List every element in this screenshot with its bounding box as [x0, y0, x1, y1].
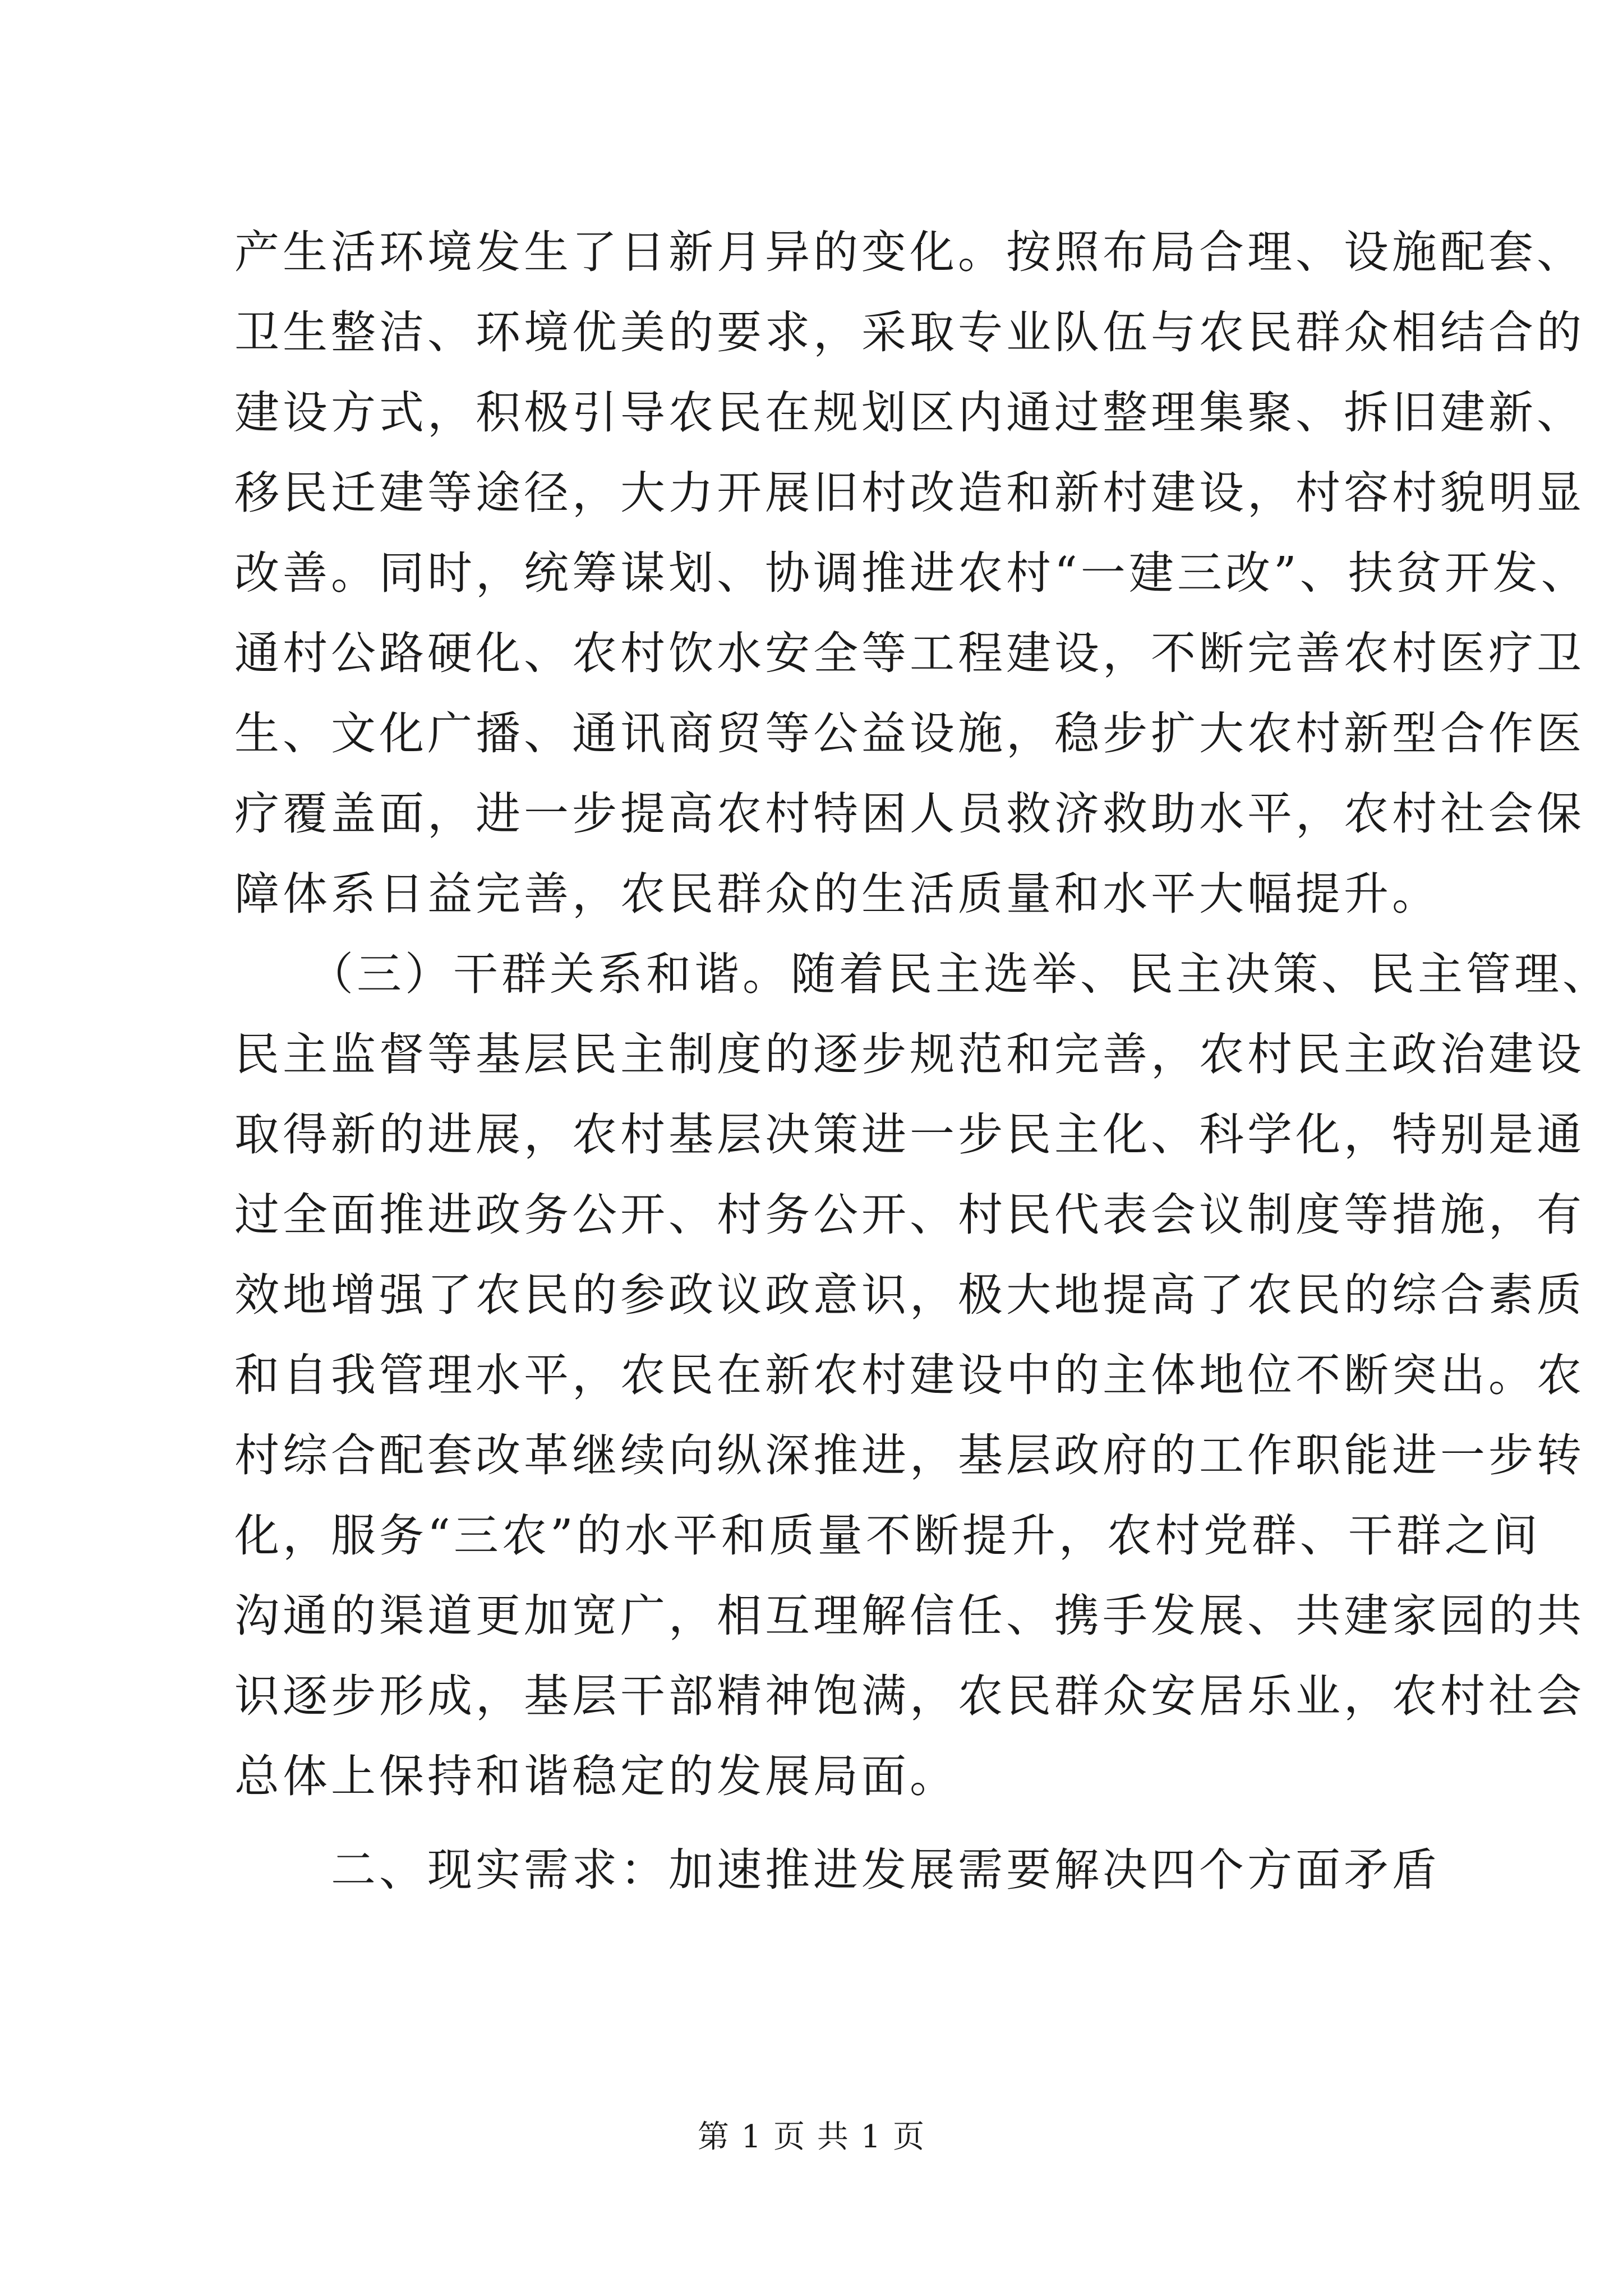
text-line: 识逐步形成，基层干部精神饱满，农民群众安居乐业，农村社会 — [234, 1670, 1585, 1722]
text-line: 产生活环境发生了日新月异的变化。按照布局合理、设施配套、 — [234, 226, 1585, 278]
text-line: 移民迁建等途径，大力开展旧村改造和新村建设，村容村貌明显 — [234, 467, 1585, 519]
body-text — [234, 212, 1611, 1910]
text-line: 建设方式，积极引导农民在规划区内通过整理集聚、拆旧建新、 — [234, 386, 1585, 439]
paragraph-living-environment — [234, 212, 1589, 934]
text-line: 过全面推进政务公开、村务公开、村民代表会议制度等措施，有 — [234, 1189, 1585, 1241]
paragraph-spacing — [234, 1816, 1418, 1830]
text-line: 沟通的渠道更加宽广，相互理解信任、携手发展、共建家园的共 — [234, 1590, 1585, 1642]
section-heading — [234, 1830, 1440, 1910]
text-line: 和自我管理水平，农民在新农村建设中的主体地位不断突出。农 — [234, 1349, 1585, 1401]
text-line: 取得新的进展，农村基层决策进一步民主化、科学化，特别是通 — [234, 1108, 1585, 1161]
text-line: 障体系日益完善，农民群众的生活质量和水平大幅提升。 — [234, 868, 1440, 920]
text-line: 总体上保持和谐稳定的发展局面。 — [234, 1750, 958, 1802]
page-footer — [0, 2112, 1623, 2157]
text-line: 疗覆盖面，进一步提高农村特困人员救济救助水平，农村社会保 — [234, 788, 1585, 840]
text-line: （三）干群关系和谐。随着民主选举、民主决策、民主管理、 — [234, 948, 1611, 1000]
text-line: 生、文化广播、通讯商贸等公益设施，稳步扩大农村新型合作医 — [234, 707, 1585, 760]
section-heading-text: 二、现实需求：加速推进发展需要解决四个方面矛盾 — [234, 1844, 1440, 1896]
text-line: 民主监督等基层民主制度的逐步规范和完善，农村民主政治建设 — [234, 1028, 1585, 1080]
text-line: 化，服务“三农”的水平和质量不断提升，农村党群、干群之间 — [234, 1510, 1541, 1562]
text-line: 卫生整洁、环境优美的要求，采取专业队伍与农民群众相结合的 — [234, 306, 1585, 358]
text-line: 村综合配套改革继续向纵深推进，基层政府的工作职能进一步转 — [234, 1429, 1585, 1481]
text-line: 改善。同时，统筹谋划、协调推进农村“一建三改”、扶贫开发、 — [234, 547, 1589, 599]
paragraph-cadre-relations — [234, 934, 1611, 1816]
text-line: 效地增强了农民的参政议政意识，极大地提高了农民的综合素质 — [234, 1269, 1585, 1321]
page-number: 第 1 页 共 1 页 — [697, 2119, 926, 2155]
text-line: 通村公路硬化、农村饮水安全等工程建设，不断完善农村医疗卫 — [234, 627, 1585, 679]
